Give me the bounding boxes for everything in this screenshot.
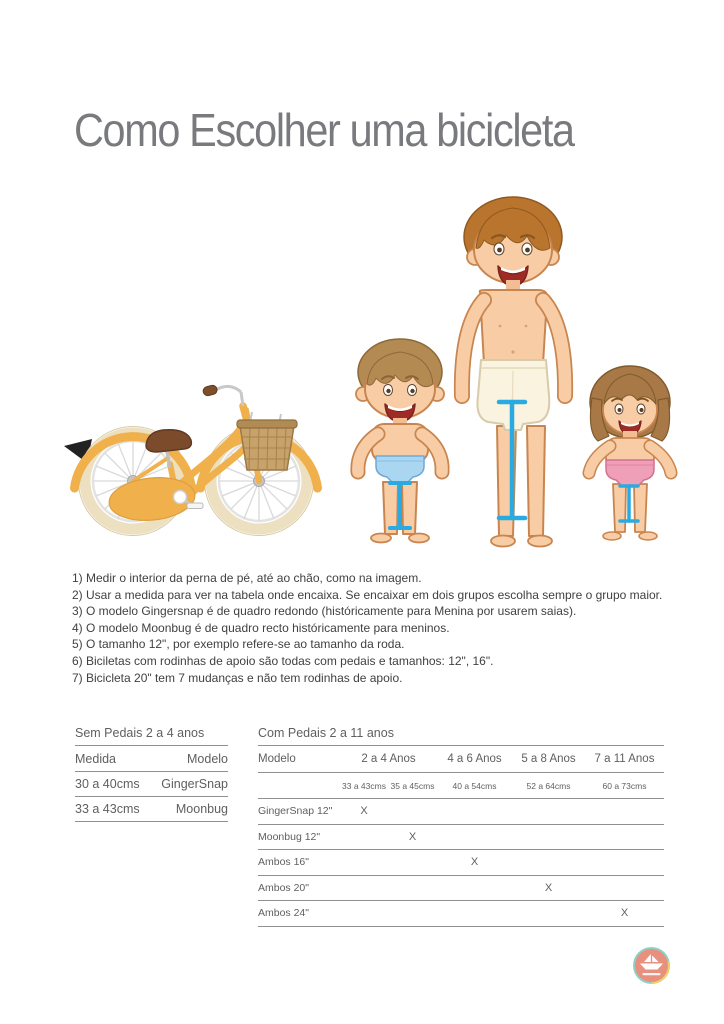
handlebar	[213, 386, 241, 392]
instructions-list	[72, 570, 712, 686]
instruction-item: 4) O modelo Moonbug é de quadro recto históricamente para meninos.	[72, 620, 450, 635]
model-name: Ambos 24"	[258, 907, 310, 920]
instruction-item: 3) O modelo Gingersnap é de quadro redondo (históricamente para Menina por usarem saias).	[72, 604, 577, 619]
table-subheader-row	[258, 773, 664, 799]
logo-text	[643, 973, 661, 975]
inseam-line-toddler-boy	[390, 483, 410, 528]
size-range: 40 a 54cms	[452, 780, 497, 791]
table-row	[75, 797, 228, 822]
modelo-value: GingerSnap	[161, 777, 228, 791]
child-older-boy	[462, 197, 565, 547]
rear-wheel	[79, 427, 188, 536]
table-com-pedais	[258, 722, 664, 927]
medida-value: 30 a 40cms	[75, 777, 140, 791]
table-title: Com Pedais 2 a 11 anos	[258, 722, 664, 746]
seat-post	[167, 452, 170, 468]
table-title: Sem Pedais 2 a 4 anos	[75, 722, 228, 746]
pink-briefs	[606, 460, 654, 486]
column-header-age: 2 a 4 Anos	[361, 753, 416, 765]
front-wheel	[205, 427, 314, 536]
cream-shorts	[477, 360, 549, 430]
bike-frame	[133, 406, 259, 498]
paper-boat-icon	[640, 954, 663, 970]
front-fender	[201, 437, 318, 488]
size-range: 35 a 45cms	[390, 780, 435, 791]
column-header-modelo: Modelo	[258, 753, 296, 765]
saddle	[146, 430, 191, 452]
medida-value: 33 a 43cms	[75, 802, 140, 816]
pedal	[187, 503, 203, 509]
column-header-age: 4 a 6 Anos	[447, 753, 502, 765]
instruction-item: 2) Usar a medida para ver na tabela onde encaixa. Se encaixar em dois grupos escolha sempre o grupo maior.	[72, 587, 663, 602]
fit-mark: X	[360, 805, 368, 818]
table-header-row	[75, 746, 228, 772]
model-name: Moonbug 12"	[258, 830, 321, 843]
stem	[241, 392, 243, 406]
instruction-item: 7) Bicicleta 20" tem 7 mudanças e não tem rodinhas de apoio.	[72, 670, 403, 685]
column-header-age: 7 a 11 Anos	[594, 753, 655, 765]
table-row	[258, 876, 664, 902]
model-name: Ambos 16"	[258, 856, 310, 869]
table-header-row	[258, 746, 664, 773]
model-name: Ambos 20"	[258, 881, 310, 894]
bicycle-illustration	[64, 384, 318, 535]
crank-arm	[180, 497, 193, 506]
rear-fender	[75, 437, 192, 488]
size-range: 52 a 64cms	[526, 780, 571, 791]
table-row	[258, 799, 664, 825]
fit-mark: X	[470, 856, 479, 869]
instruction-item: 1) Medir o interior da perna de pé, até ao chão, como na imagem.	[72, 571, 422, 585]
table-sem-pedais	[75, 722, 228, 822]
column-header-medida: Medida	[75, 751, 116, 766]
table-row	[75, 772, 228, 797]
child-toddler-girl	[589, 366, 671, 540]
logo-background	[635, 949, 668, 982]
inseam-line-older-boy	[499, 402, 525, 518]
column-header-age: 5 a 8 Anos	[521, 753, 576, 765]
page-title: Como Escolher uma bicicleta	[74, 104, 574, 156]
column-header-modelo: Modelo	[187, 751, 228, 766]
table-row	[258, 901, 664, 927]
instruction-item: 6) Biciletas com rodinhas de apoio são todas com pedais e tamanhos: 12", 16".	[72, 653, 494, 668]
chain-guard	[107, 474, 197, 525]
fit-mark: X	[620, 907, 629, 920]
table-row	[258, 825, 664, 851]
fit-mark: X	[408, 830, 417, 843]
inseam-line-toddler-girl	[620, 486, 638, 521]
fit-mark: X	[544, 881, 553, 894]
modelo-value: Moonbug	[175, 802, 228, 816]
table-row	[258, 850, 664, 876]
handlebar-grip	[202, 384, 218, 396]
instruction-item: 5) O tamanho 12", por exemplo refere-se ao tamanho da roda.	[72, 637, 405, 652]
child-toddler-boy	[356, 339, 444, 543]
blue-briefs	[376, 456, 424, 484]
crank	[174, 491, 187, 504]
wicker-basket	[237, 412, 297, 470]
size-range: 60 a 73cms	[602, 780, 647, 791]
rear-flag	[64, 439, 92, 463]
brand-logo	[633, 947, 670, 984]
model-name: GingerSnap 12"	[258, 805, 333, 818]
size-range: 33 a 43cms	[342, 780, 386, 791]
